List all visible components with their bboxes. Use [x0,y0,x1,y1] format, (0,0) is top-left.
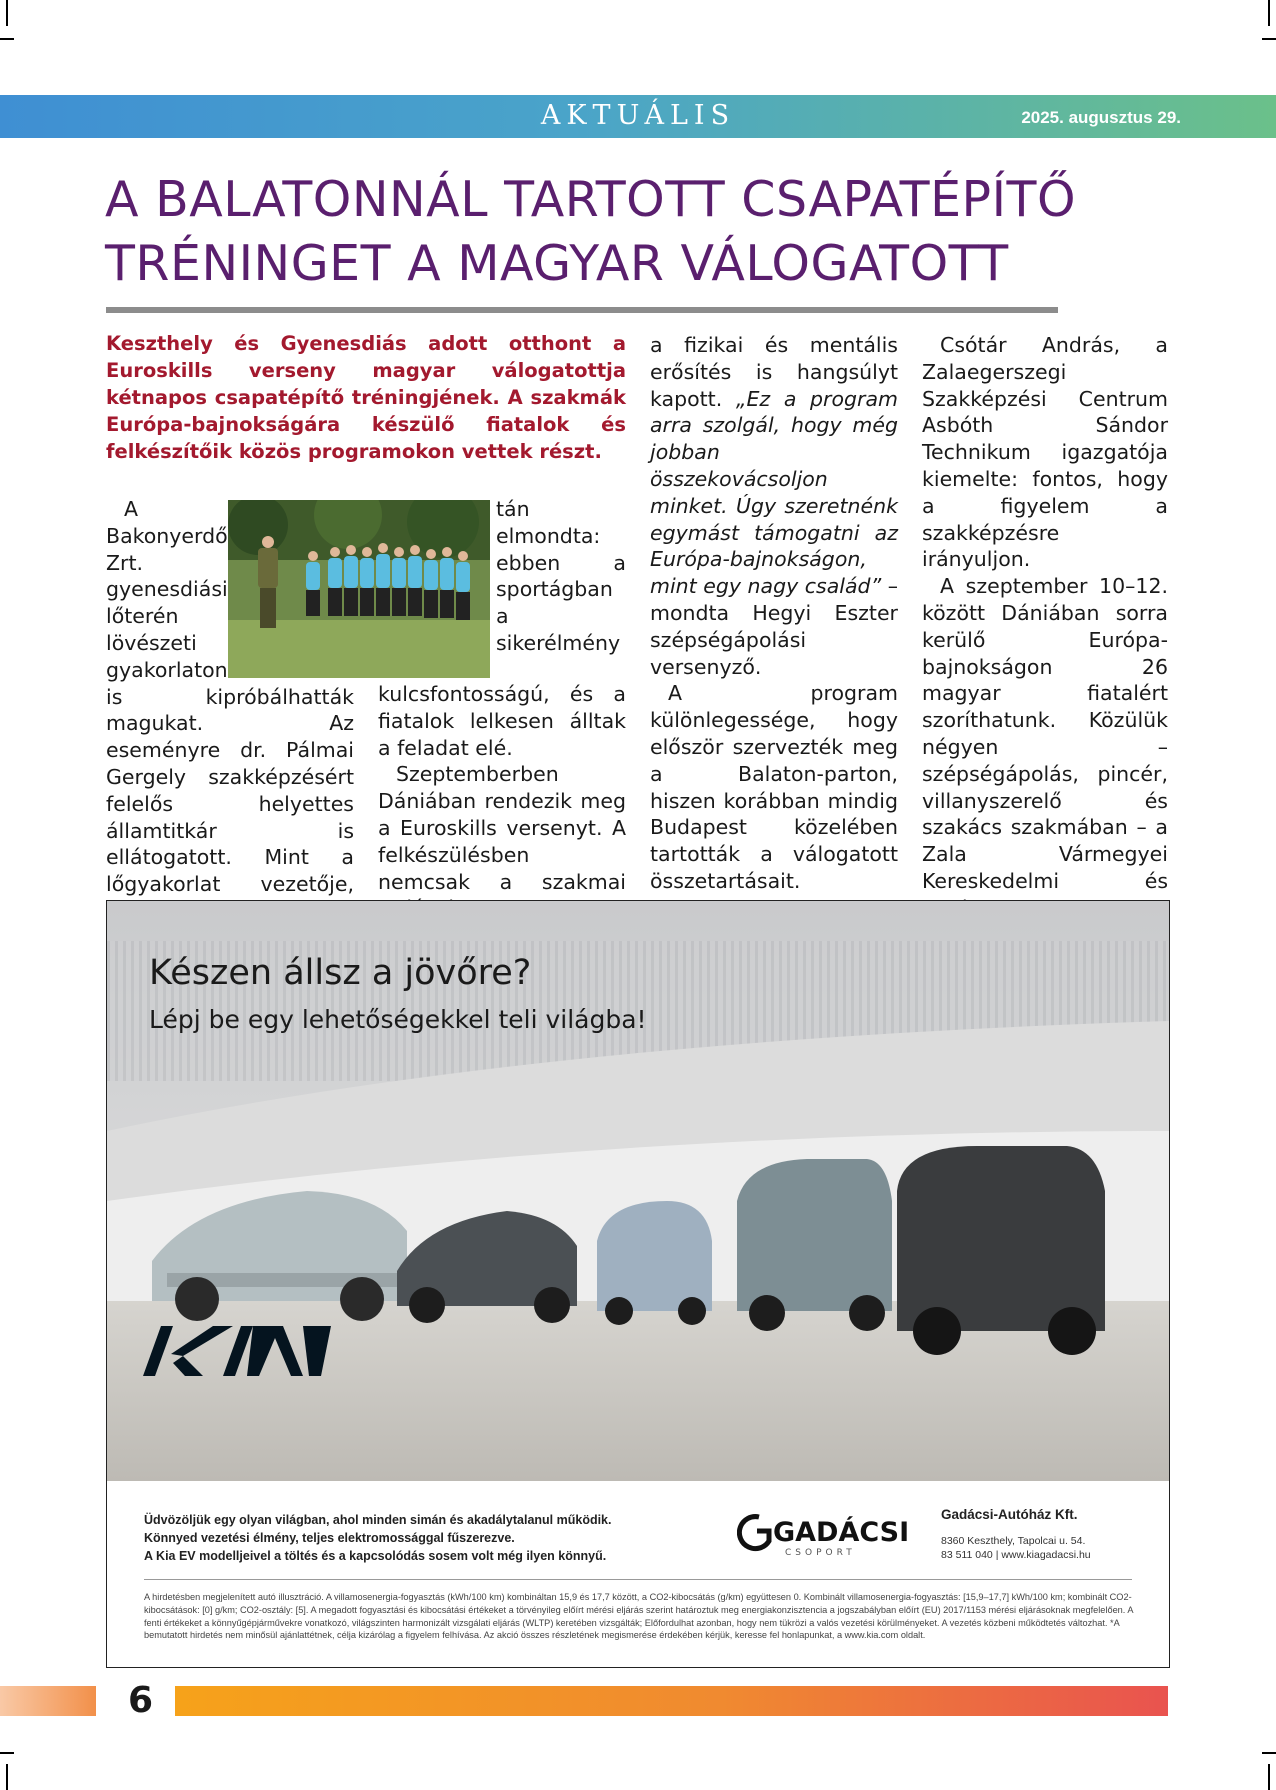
car-pv5-cargo [897,1146,1105,1355]
photo-wrap-spacer [229,496,354,681]
kia-advertisement [106,900,1170,1668]
section-title: AKTUÁLIS [540,100,736,131]
title-divider [106,307,1058,313]
article-paragraph: tán elmondta: ebben a sportágban a sikerélmény kulcsfontosságú, és a fiatalok lelkesen álltak a feladat elé. [378,497,626,760]
article-paragraph: A program különlegessége, hogy először szervezték meg a Balaton-parton, hiszen korábban mindig Budapest közelében tartották a válogatott összetartásait. [650,681,898,893]
crop-mark [1268,1764,1270,1790]
ad-divider [144,1579,1132,1580]
crop-mark [0,38,14,40]
ad-copy-line: Könnyed vezetési élmény, teljes elektromossággal fűszerezve. [144,1531,515,1545]
ad-headline: Készen állsz a jövőre? [149,953,532,993]
footer-accent-left [0,1686,96,1716]
article-column-1 [106,496,354,925]
crop-mark [0,1752,14,1754]
article-title-line-1: A BALATONNÁL TARTOTT CSAPATÉPÍTŐ [105,171,1077,228]
ad-tagline: Lépj be egy lehetőségekkel teli világba! [149,1005,647,1034]
issue-date: 2025. augusztus 29. [1021,108,1181,127]
dealer-logo-text: GADÁCSI [773,1517,910,1548]
page-number: 6 [128,1680,154,1721]
ad-copy-line: Üdvözöljük egy olyan világban, ahol minden simán és akadálytalanul működik. [144,1513,612,1527]
footer-accent-bar [175,1686,1168,1716]
article-paragraph: Csótár András, a Zalaegerszegi Szakképzési Centrum Asbóth Sándor Technikum igazgatója kiemelte: fontos, hogy a figyelem a szakképzésre irányuljon. [922,333,1168,572]
ad-fine-print: A hirdetésben megjelenített autó illusztráció. A villamosenergia-fogyasztás (kWh/100 km) kombináltan 15,9 és 17,7 között, a CO2-kibocsátás (g/km) együttesen 0. Kombinált villamosenergia-fogyasztás: [15,9–17,7] kWh/100 km; kombinált CO2-kibocsátások: [0] g/km; CO2-osztály: [5]. A megadott fogyasztási és kibocsátási értékeket a törvényileg előírt mérési eljárás szerint határoztuk meg energiakonzisztencia a jogszabályban előírt (EU) 2017/1153 mérési eljárásoknak megfelelően. A fenti értékeket a könnyűgépjárművekre vonatkozó, világszinten harmonizált vizsgálati eljárás (WLTP) keretében vizsgálták; Előfordulhat azonban, hogy nem tükrözi a valós vezetési körülményeket. A vezetés közbeni működtetés változhat. *A bemutatott hirdetés nem minősül ajánlattétnek, célja kizárólag a figyelem felhívása. Az akció összes részletének megismerése érdekében kérjük, keresse fel honlapunkat, a www.kia.com oldalt. [144,1592,1134,1641]
gadacsi-logo [737,1501,933,1559]
article-title [105,168,1105,296]
crop-mark [6,1764,8,1790]
article-title-line-2: TRÉNINGET A MAGYAR VÁLOGATOTT [105,235,1009,292]
article-paragraph: A Bakonyerdő Zrt. gyenesdiási lőterén lövészeti gyakorlaton is kipróbálhatták magukat. Az eseményre dr. Pálmai Gergely szakképzésért felelős helyettes államtitkár is ellátogatott. Mint a lőgyakorlat vezetője, [106,497,354,897]
article-column-3 [650,332,898,895]
ad-copy-line: A Kia EV modelljeivel a töltés és a kapcsolódás sosem volt még ilyen könnyű. [144,1549,607,1563]
article-text: – mondta Hegyi Eszter szépségápolási versenyző. [650,574,898,679]
crop-mark [1268,0,1270,26]
car-ev2 [597,1201,712,1325]
article-quote: „Ez a program arra szolgál, hogy még jobban összekovácsoljon minket. Úgy szeretnénk egymást támogatni az Európa-bajnokságon, mint egy nagy család” [650,386,898,599]
dealer-contact: 83 511 040 | www.kiagadacsi.hu [941,1549,1091,1561]
dealer-name: Gadácsi-Autóház Kft. [941,1507,1078,1522]
ad-body-copy [144,1511,664,1565]
dealer-block [737,1501,1157,1561]
dealer-logo-subtext: CSOPORT [785,1548,856,1558]
dealer-address: 8360 Keszthely, Tapolcai u. 54. [941,1535,1086,1547]
crop-mark [1262,38,1276,40]
article-column-2 [378,496,626,922]
car-pv5-passenger [737,1159,892,1331]
article-text: a fizikai és mentális erősítés is hangsúlyt kapott. [650,333,898,411]
photo-wrap-spacer [378,496,496,681]
article-paragraph: A szeptember 10–12. között Dániában sorra kerülő Európa-bajnokságon 26 magyar fiatalért szoríthatunk. Közülük négyen – szépségápolás, pincér, villanyszerelő és szakács szakmában – a Zala Vármegyei Kereskedelmi és [922,574,1168,893]
article-paragraph [650,332,898,680]
article-paragraph: Szeptemberben Dániában rendezik meg a Euroskills versenyt. A felkészülésben nemcsak a szakmai [378,762,626,894]
article-lead: Keszthely és Gyenesdiás adott otthont a Euroskills verseny magyar válogatottja kétnapos csapatépítő tréningjének. A szakmák Európa-bajnokságára készülő fiatalok és felkészítőik közös programokon vettek részt. [106,332,626,463]
crop-mark [1262,1752,1276,1754]
crop-mark [6,0,8,26]
